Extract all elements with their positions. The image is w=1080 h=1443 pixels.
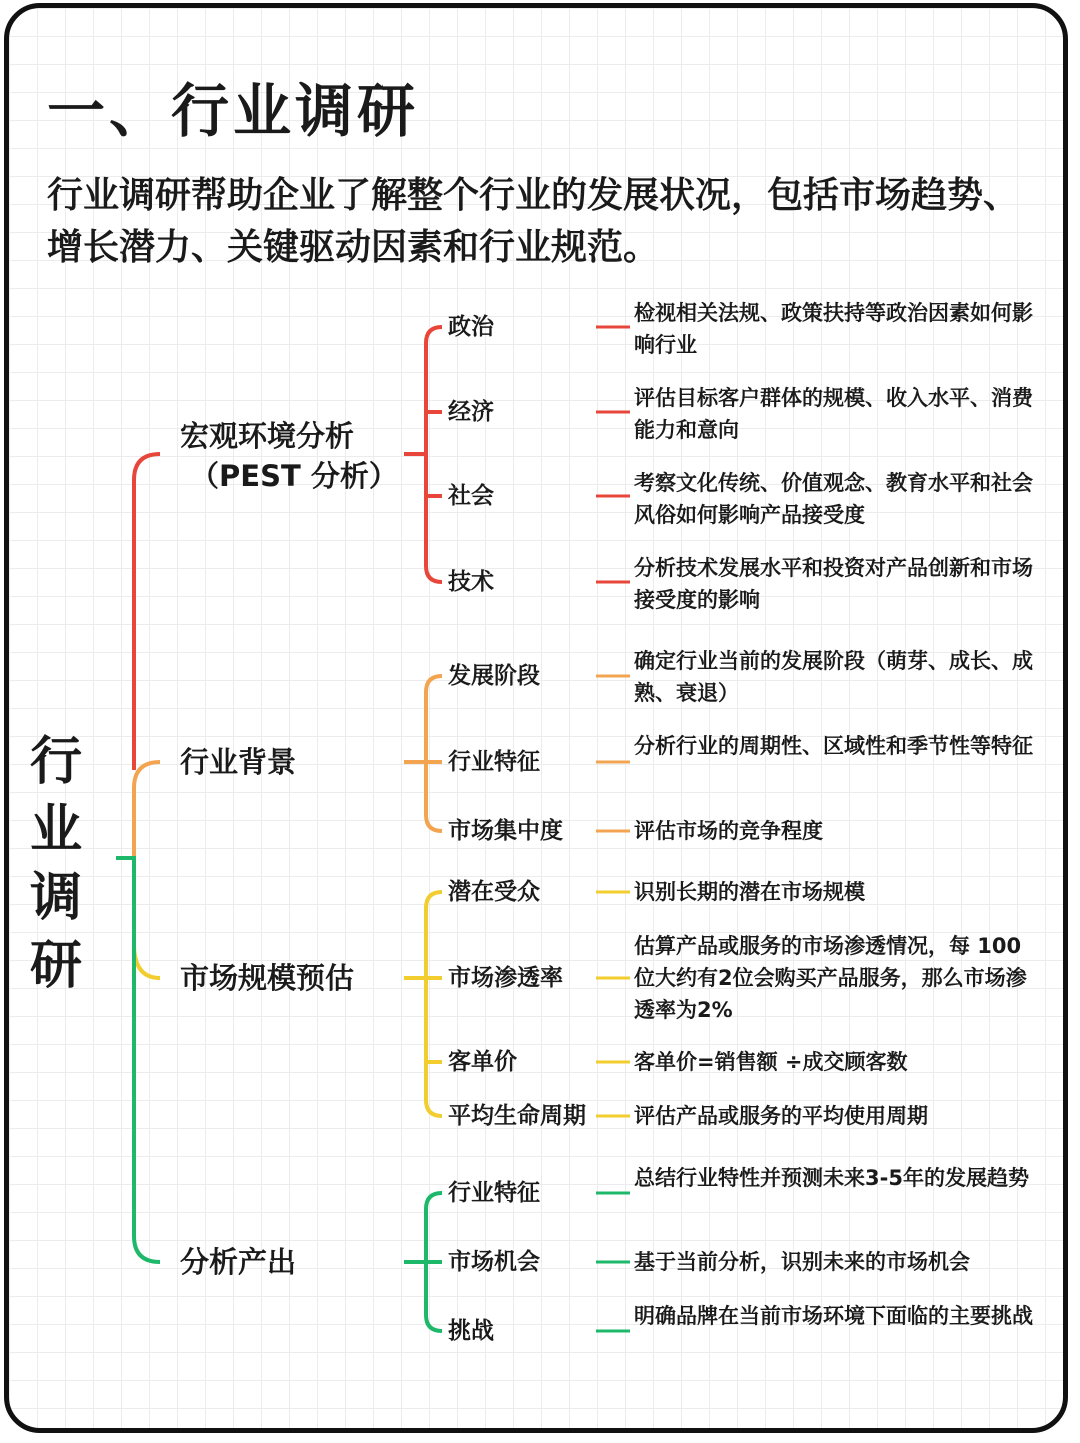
description-text: 分析行业的周期性、区域性和季节性等特征 — [634, 734, 1033, 758]
desc-dash — [596, 676, 630, 831]
branch-red-bracket — [426, 327, 442, 582]
subnode-label: 经济 — [448, 399, 494, 425]
subnode-label: 挑战 — [448, 1318, 494, 1344]
subnode-label: 技术 — [448, 569, 494, 595]
branch-orange-bracket — [426, 676, 442, 831]
description-text: 明确品牌在当前市场环境下面临的主要挑战 — [634, 1304, 1033, 1328]
description-text: 评估市场的竞争程度 — [634, 819, 823, 843]
intro-text: 行业调研帮助企业了解整个行业的发展状况，包括市场趋势、增长潜力、关键驱动因素和行业规范。 — [47, 175, 1020, 268]
description-text: 评估目标客户群体的规模、收入水平、消费能力和意向 — [634, 386, 1033, 442]
subnode-label: 发展阶段 — [448, 663, 540, 689]
category-label: 宏观环境分析 — [180, 419, 355, 453]
description-text: 分析技术发展水平和投资对产品创新和市场接受度的影响 — [634, 556, 1033, 612]
subnode-label: 客单价 — [448, 1049, 517, 1075]
trunk-yellow — [134, 944, 160, 978]
subnode-label: 市场机会 — [448, 1249, 540, 1275]
description-text: 确定行业当前的发展阶段（萌芽、成长、成熟、衰退） — [634, 649, 1033, 705]
category-label-sub: （PEST 分析） — [190, 459, 398, 493]
desc-dash — [596, 1193, 630, 1331]
subnode-label: 行业特征 — [448, 749, 540, 775]
description-text: 评估产品或服务的平均使用周期 — [634, 1104, 928, 1128]
description-text: 总结行业特性并预测未来3-5年的发展趋势 — [634, 1166, 1029, 1190]
subnode-label: 政治 — [448, 314, 494, 340]
branch-yellow-bracket — [426, 892, 442, 1116]
root-node-label: 行业调研 — [29, 732, 82, 996]
description-text: 检视相关法规、政策扶持等政治因素如何影响行业 — [634, 301, 1033, 357]
subnode-label: 市场渗透率 — [448, 965, 563, 991]
desc-dash — [596, 327, 630, 582]
subnode-label: 行业特征 — [448, 1180, 540, 1206]
category-analysis-output: 分析产出 — [180, 1245, 297, 1279]
trunk-green — [134, 856, 160, 1262]
subnode-label: 社会 — [448, 483, 494, 509]
trunk-orange — [134, 762, 160, 856]
subnode-label: 潜在受众 — [448, 879, 540, 905]
description-text: 考察文化传统、价值观念、教育水平和社会风俗如何影响产品接受度 — [634, 471, 1033, 527]
trunk-red — [134, 454, 160, 770]
category-macro-environment — [180, 416, 398, 496]
category-market-size: 市场规模预估 — [180, 961, 355, 995]
description-text: 客单价=销售额 ÷成交顾客数 — [634, 1050, 908, 1074]
page-title: 一、行业调研 — [47, 77, 420, 145]
subnode-label: 平均生命周期 — [448, 1103, 586, 1129]
description-text: 基于当前分析，识别未来的市场机会 — [634, 1250, 970, 1274]
subnode-label: 市场集中度 — [448, 818, 563, 844]
desc-dash — [596, 892, 630, 1116]
description-text: 识别长期的潜在市场规模 — [634, 880, 865, 904]
description-text: 估算产品或服务的市场渗透情况，每 100 位大约有2位会购买产品服务，那么市场渗透率为2% — [634, 934, 1027, 1022]
category-industry-background: 行业背景 — [180, 745, 297, 779]
